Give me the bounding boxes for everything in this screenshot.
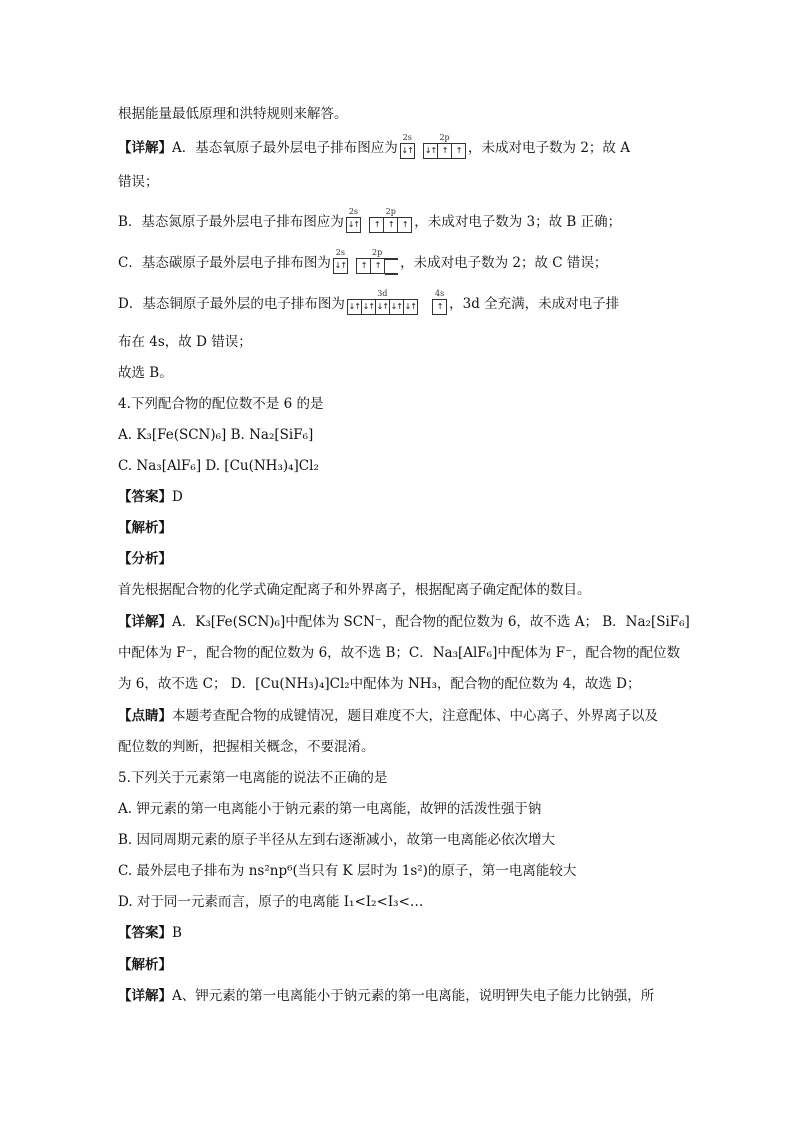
question-options: C. Na₃[AlF₆] D. [Cu(NH₃)₄]Cl₂	[118, 458, 319, 474]
orbital-diagram: 2p ↑ ↑ ↑	[369, 213, 412, 233]
orbital-diagram: 2s ↓↑	[400, 139, 415, 159]
text-line: 布在 4s，故 D 错误；	[118, 334, 252, 350]
text-line: 配位数的判断，把握相关概念，不要混淆。	[118, 739, 375, 755]
question-option: A. 钾元素的第一电离能小于钠元素的第一电离能，故钾的活泼性强于钠	[118, 801, 542, 817]
orbital-diagram: 2p ↓↑ ↑ ↑	[423, 139, 466, 159]
question-title: 4.下列配合物的配位数不是 6 的是	[118, 396, 324, 412]
text-line: 错误；	[118, 174, 159, 190]
orbital-diagram: 2p ↑ ↑	[356, 254, 398, 274]
orbital-diagram: 2s ↓↑	[333, 254, 348, 274]
text-line: C．基态碳原子最外层电子排布图为 2s ↓↑ 2p ↑ ↑ ，未成对电子数为 2；故 C 错误；	[118, 253, 607, 274]
question-option: C. 最外层电子排布为 ns²np⁶(当只有 K 层时为 1s²)的原子，第一电离能较大	[118, 863, 577, 879]
orbital-diagram: 3d ↓↑ ↓↑ ↓↑ ↓↑ ↓↑	[347, 295, 418, 315]
answer-line: 【答案】D	[118, 489, 183, 505]
text-line: D．基态铜原子最外层的电子排布图为 3d ↓↑ ↓↑ ↓↑ ↓↑ ↓↑ 4s ↑ ，3d 全充满，未成对电子排	[118, 294, 619, 315]
text-line: B．基态氮原子最外层电子排布图应为 2s ↓↑ 2p ↑ ↑ ↑ ，未成对电子数为 3；故 B 正确；	[118, 212, 621, 233]
question-option: B. 因同周期元素的原子半径从左到右逐渐减小，故第一电离能必依次增大	[118, 832, 556, 848]
text-line: 首先根据配合物的化学式确定配离子和外界离子，根据配离子确定配体的数目。	[118, 582, 591, 598]
text-line: 故选 B。	[118, 365, 173, 381]
question-option: D. 对于同一元素而言，原子的电离能 I₁<I₂<I₃<…	[118, 894, 424, 910]
text-line: 【详解】A．K₃[Fe(SCN)₆]中配体为 SCN⁻，配合物的配位数为 6，故不选 A； B．Na₂[SiF₆]	[118, 614, 690, 630]
text-line: 【点睛】本题考查配合物的成键情况，题目难度不大，注意配体、中心离子、外界离子以及	[118, 708, 658, 724]
answer-line: 【答案】B	[118, 925, 182, 941]
question-title: 5.下列关于元素第一电离能的说法不正确的是	[118, 770, 388, 786]
text-line: 【详解】A．基态氧原子最外层电子排布图应为 2s ↓↑ 2p ↓↑ ↑ ↑ ，未成对电子数为 2；故 A	[118, 138, 630, 159]
section-label: 【解析】	[118, 957, 172, 973]
question-options: A. K₃[Fe(SCN)₆] B. Na₂[SiF₆]	[118, 427, 314, 443]
text-line: 中配体为 F⁻，配合物的配位数为 6，故不选 B；C．Na₃[AlF₆]中配体为 F⁻，配合物的配位数	[118, 645, 681, 661]
text-line: 【详解】A、钾元素的第一电离能小于钠元素的第一电离能，说明钾失电子能力比钠强，所	[118, 988, 655, 1004]
section-label: 【解析】	[118, 520, 172, 536]
orbital-diagram: 2s ↓↑	[346, 213, 361, 233]
orbital-diagram: 4s ↑	[432, 295, 447, 315]
text-line: 为 6，故不选 C； D．[Cu(NH₃)₄]Cl₂中配体为 NH₃，配合物的配位数为 4，故选 D；	[118, 676, 641, 692]
section-label: 【分析】	[118, 551, 172, 567]
text-line: 根据能量最低原理和洪特规则来解答。	[118, 106, 348, 122]
